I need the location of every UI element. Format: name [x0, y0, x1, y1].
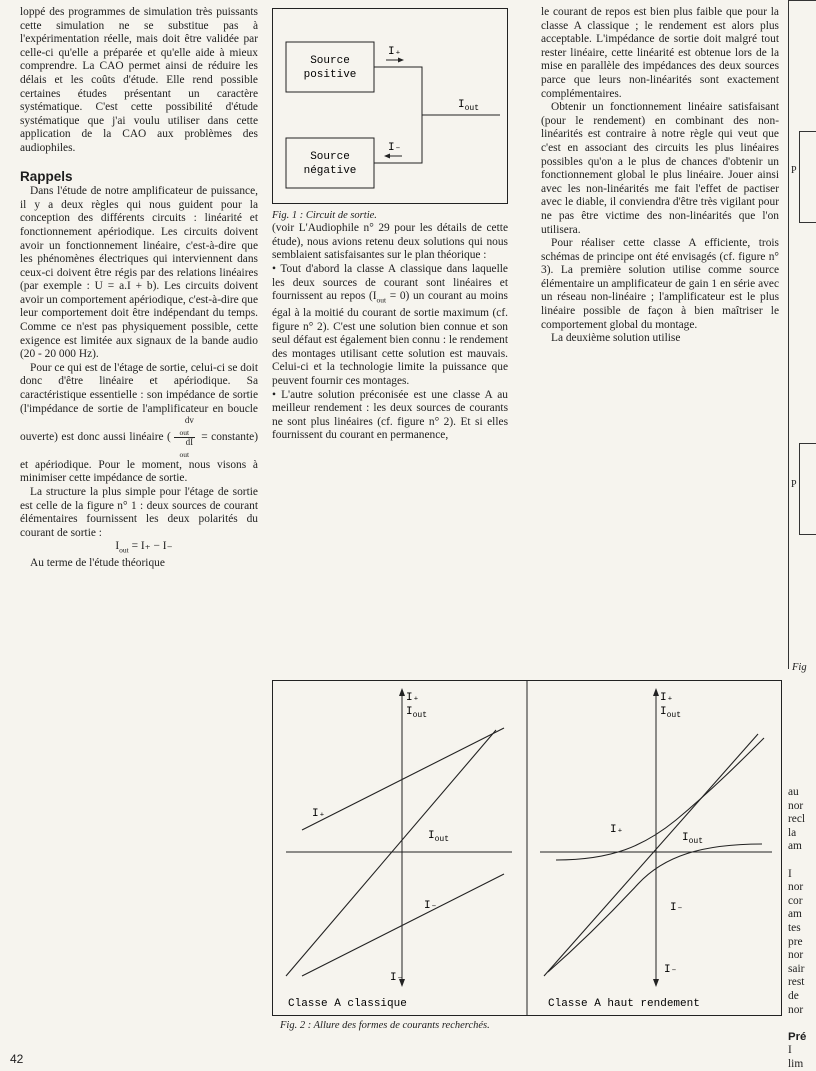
column-3	[541, 6, 779, 346]
paragraph: La structure la plus simple pour l'étage de sortie est celle de la figure n° 1 : deux sources de courant élémentaires fournissent les deux polarités du courant de sortie :	[20, 486, 258, 539]
i-out-symbol: I	[458, 99, 465, 111]
arrowhead	[399, 688, 405, 696]
column-4-partial	[788, 786, 816, 1071]
partial-box	[799, 131, 816, 223]
section-heading: Rappels	[20, 168, 73, 184]
paragraph: (voir L'Audiophile n° 29 pour les détails de cette étude), nous avions retenu deux solutions qui nous semblaient satisfaisantes sur le plan théorique :	[272, 222, 508, 262]
subscript: out	[434, 835, 450, 844]
i-out-label	[406, 706, 427, 720]
partial-line: I	[788, 1044, 792, 1057]
partial-label: P	[791, 479, 797, 490]
partial-line: de	[788, 989, 799, 1002]
paragraph: Pour réaliser cette classe A efficiente, trois schémas de principe ont été envisagés (cf. figure n° 3). La première solution utilise comme source élémentaire un amplificateur de gain 1 en série avec un réseau non-linéaire ; l'amplificateur est le plus linéaire possible de façon à bien maîtriser le comportement global du montage.	[541, 237, 779, 331]
partial-lines	[788, 786, 816, 1071]
negative-source-box	[286, 138, 374, 188]
partial-line: am	[788, 840, 802, 853]
i-minus-label: I₋	[390, 972, 404, 984]
partial-line: cor	[788, 894, 803, 907]
subscript: out	[376, 295, 387, 305]
i-minus-line	[302, 874, 504, 976]
i-plus-label: I₊	[660, 692, 674, 704]
formula-rest: = I₊ − I₋	[128, 540, 173, 553]
paragraph: Dans l'étude de notre amplificateur de puissance, il y a deux règles qui nous guident pour la conception des différents circuits : linéarité et fonctionnement apériodique. Les circuits doivent avoir un fonctionnement linéaire, c'est-à-dire que les phénomènes électriques qui interviennent dans ceux-ci doivent être régis par des relations linéaires (par exemple : U = a.I + b). Les circuits doivent avoir un comportement apériodique, c'est-à-dire que leur comportement doit être indépendant du temps. Comme ce n'est pas physiquement possible, cette exigence est limitée aux signaux de la bande audio (20 - 20 000 Hz).	[20, 185, 258, 361]
partial-line	[788, 1017, 816, 1031]
derivative-fraction	[174, 416, 195, 459]
arrowhead	[653, 688, 659, 696]
right-panel-title: Classe A haut rendement	[548, 998, 700, 1010]
text: Pour ce qui est de l'étage de sortie, celui-ci se doit donc d'être linéaire et apériodique. Sa caractéristique essentielle : son impédance de sortie (l'impédance de sortie de l'amplificateur en boucle ouverte) est donc aussi linéaire (	[20, 361, 258, 444]
i-minus-curve	[548, 844, 762, 972]
figure-2-caption: Fig. 2 : Allure des formes de courants recherchés.	[280, 1020, 490, 1031]
i-out-label	[428, 830, 449, 844]
fraction-denominator: dI	[185, 437, 194, 448]
partial-line: nor	[788, 799, 804, 812]
column-2	[272, 6, 508, 443]
paragraph: La deuxième solution utilise	[551, 332, 681, 345]
partial-line: I	[788, 867, 792, 880]
subscript: out	[179, 449, 190, 459]
i-plus-label: I₊	[610, 824, 624, 836]
i-minus-label: I₋	[664, 964, 678, 976]
arrowhead	[398, 58, 404, 63]
figure-1-caption: Fig. 1 : Circuit de sortie.	[272, 209, 377, 221]
figure-2	[272, 680, 782, 1031]
partial-label: P	[791, 165, 797, 176]
negative-source-label: négative	[303, 165, 357, 177]
partial-line: pre	[788, 935, 803, 948]
arrowhead	[653, 979, 659, 987]
paragraph: le courant de repos est bien plus faible que pour la classe A classique ; le rendement est alors plus acceptable. L'impédance de sortie doit malgré tout rester linéaire, cette linéarité est obtenue lors de la mise en parallèle des impédances des deux sources parce que leurs non-linéarités sont exactement complémentaires.	[541, 6, 779, 100]
i-out-symbol: I	[660, 706, 667, 718]
i-out-label	[660, 706, 681, 720]
positive-source-label: Source	[310, 55, 350, 67]
paragraph	[272, 263, 508, 389]
i-out-line	[544, 734, 758, 976]
arrowhead	[384, 154, 390, 159]
i-plus-label: I₊	[406, 692, 420, 704]
i-minus-label: I₋	[388, 142, 402, 154]
output-current-formula	[20, 540, 258, 557]
paragraph	[20, 362, 258, 486]
subscript: out	[119, 545, 129, 555]
fraction-numerator: dv	[184, 415, 194, 426]
figure-2-graphs	[272, 680, 782, 1016]
partial-line: sair	[788, 962, 805, 975]
i-minus-label: I₋	[424, 900, 438, 912]
i-out-label	[458, 99, 479, 113]
partial-line: au	[788, 786, 799, 798]
partial-line: lim	[788, 1057, 804, 1070]
i-plus-label: I₊	[312, 808, 326, 820]
i-plus-line	[302, 728, 504, 830]
paragraph: • L'autre solution préconisée est une classe A au meilleur rendement : les deux sources de courants ne sont plus linéaires (cf. figure n° 2). Et si elles fournissent du courant en permanence,	[272, 388, 508, 442]
formula-symbol: I	[115, 540, 120, 553]
i-out-symbol: I	[682, 832, 689, 844]
left-panel-title: Classe A classique	[288, 998, 407, 1010]
partial-line: tes	[788, 921, 801, 934]
text: • Tout d'abord la classe A classique dans laquelle les deux sources de courant sont linéaires et fournissent au repos (I	[272, 262, 508, 303]
partial-line: Pré	[788, 1030, 807, 1043]
i-out-line	[286, 730, 496, 976]
i-plus-curve	[556, 738, 764, 860]
column-1	[20, 6, 258, 571]
paragraph: Au terme de l'étude théorique	[30, 557, 165, 570]
text: = 0) un courant au moins égal à la moitié du courant de sortie maximum (cf. figure n° 2). C'est une solution bien connue et son seul défaut est également bien connu : le rendement des montages utilisant cette solution est mauvais. Celui-ci et la technologie limite la puissance que peuvent fournir ces montages.	[272, 290, 508, 387]
partial-line: rest	[788, 976, 805, 989]
page-number: 42	[10, 1052, 24, 1066]
subscript: out	[179, 428, 190, 438]
partial-line: la	[788, 826, 797, 839]
paragraph: loppé des programmes de simulation très puissants cette simulation ne se substitue pas à l'expérimentation réelle, mais doit être validée par celle-ci qu'elle a préparée et qu'elle aide à mieux comprendre. La CAO permet ainsi de réduire les délais et les coûts d'étude. Elle rend possible certaines études présentant un caractère systématique. C'est cette possibilité d'étude systématique que j'ai voulu utiliser dans cette application de la CAO aux problèmes des audiophiles.	[20, 6, 258, 154]
partial-line: recl	[788, 813, 806, 826]
i-plus-label: I₊	[388, 46, 402, 58]
positive-source-label: positive	[303, 69, 357, 81]
paragraph: Obtenir un fonctionnement linéaire satisfaisant (pour le rendement) en combinant des non-linéarités est contraire à notre règle qui veut que c'est en associant des circuits les plus linéaires possibles qu'on a le plus de chances d'obtenir un fonctionnement global le plus linéaire. Jouer ainsi avec les non-linéarités me fait l'effet de pactiser avec le diable, il conviendra d'être très vigilant pour ne pas être victime des non-linéarités que l'on utilisera.	[541, 101, 779, 236]
subscript: out	[688, 837, 704, 846]
partial-line: nor	[788, 949, 804, 962]
partial-line: am	[788, 908, 802, 921]
subscript: out	[412, 711, 428, 720]
figure-3-partial-frame	[788, 0, 816, 669]
negative-source-label: Source	[310, 151, 350, 163]
figure-1-output-circuit	[272, 8, 508, 204]
partial-line: nor	[788, 1003, 804, 1016]
i-out-symbol: I	[428, 830, 435, 842]
partial-line: nor	[788, 881, 804, 894]
subscript: out	[666, 711, 682, 720]
text: = constante) et apériodique. Pour le moment, nous visons à minimiser cette impédance de sortie.	[20, 431, 258, 485]
partial-box	[799, 443, 816, 535]
i-minus-label: I₋	[670, 902, 684, 914]
i-out-label	[682, 832, 703, 846]
figure-3-caption-partial: Fig	[792, 662, 807, 673]
subscript: out	[464, 104, 480, 113]
positive-source-box	[286, 42, 374, 92]
i-out-symbol: I	[406, 706, 413, 718]
partial-line	[788, 854, 816, 868]
